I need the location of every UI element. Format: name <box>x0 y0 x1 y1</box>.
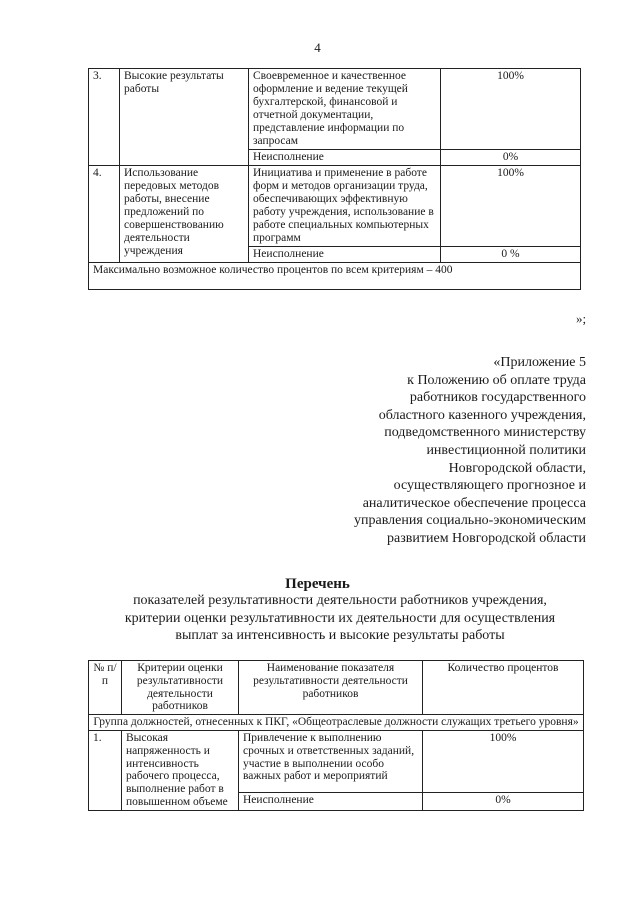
percent-cell: 100% <box>441 166 581 247</box>
criterion-cell: Высокая напряженность и интенсивность рабочего процесса, выполнение работ в повышенном объеме <box>122 730 239 810</box>
fail-percent-cell: 0% <box>423 792 584 810</box>
header-criteria: Критерии оценки результативности деятельности работников <box>122 661 239 715</box>
header-row <box>89 661 584 715</box>
criterion-cell: Высокие результаты работы <box>120 69 249 166</box>
criteria-table-continued <box>88 68 581 290</box>
appendix-line: подведомственного министерству <box>384 425 586 441</box>
percent-cell: 100% <box>441 69 581 150</box>
appendix-line: развитием Новгородской области <box>387 530 586 546</box>
indicator-cell: Инициатива и применение в работе форм и методов организации труда, обеспечивающих эффективную работу учреждения, использование в работе специальных компьютерных программ <box>249 166 441 247</box>
subtitle-line: показателей результативности деятельности работников учреждения, <box>133 593 547 608</box>
appendix-line: осуществляющего прогнозное и <box>393 478 586 494</box>
percent-cell: 100% <box>423 730 584 792</box>
fail-label-cell: Неисполнение <box>239 792 423 810</box>
table-row <box>89 69 581 150</box>
appendix-line: аналитическое обеспечение процесса <box>362 495 586 511</box>
criterion-cell: Использование передовых методов работы, внесение предложений по совершенствованию деятельности учреждения <box>120 166 249 263</box>
appendix-header <box>226 354 586 548</box>
header-percent: Количество процентов <box>423 661 584 715</box>
row-number: 1. <box>89 730 122 810</box>
fail-percent-cell: 0 % <box>441 247 581 263</box>
appendix-title: «Приложение 5 <box>493 355 586 370</box>
appendix-line: к Положению об оплате труда <box>407 372 586 388</box>
table-row <box>89 166 581 247</box>
page-number: 4 <box>314 40 321 55</box>
max-total-cell: Максимально возможное количество процентов по всем критериям – 400 <box>89 263 581 290</box>
row-number: 4. <box>89 166 120 263</box>
subtitle-line: выплат за интенсивность и высокие результаты работы <box>175 628 505 643</box>
indicators-table <box>88 660 584 811</box>
appendix-line: работников государственного <box>409 390 586 406</box>
group-row <box>89 715 584 731</box>
appendix-line: управления социально-экономическим <box>354 513 586 529</box>
row-number: 3. <box>89 69 120 166</box>
closing-quote-mark: »; <box>576 311 587 326</box>
list-subtitle <box>100 592 580 645</box>
appendix-line: Новгородской области, <box>448 460 586 476</box>
appendix-line: областного казенного учреждения, <box>378 407 586 423</box>
indicator-cell: Привлечение к выполнению срочных и ответственных заданий, участие в выполнении особо важных работ и мероприятий <box>239 730 423 792</box>
appendix-line: инвестиционной политики <box>426 442 586 458</box>
fail-percent-cell: 0% <box>441 150 581 166</box>
group-cell: Группа должностей, отнесенных к ПКГ, «Общеотраслевые должности служащих третьего уровня» <box>89 715 584 731</box>
header-number: № п/п <box>89 661 122 715</box>
table-row <box>89 730 584 792</box>
fail-label-cell: Неисполнение <box>249 150 441 166</box>
header-indicator: Наименование показателя результативности деятельности работников <box>239 661 423 715</box>
list-title: Перечень <box>285 576 350 592</box>
indicator-cell: Своевременное и качественное оформление и ведение текущей бухгалтерской, финансовой и отчетной документации, представление информации по запросам <box>249 69 441 150</box>
table-row <box>89 263 581 290</box>
fail-label-cell: Неисполнение <box>249 247 441 263</box>
subtitle-line: критерии оценки результативности их деятельности для осуществления <box>124 610 556 626</box>
